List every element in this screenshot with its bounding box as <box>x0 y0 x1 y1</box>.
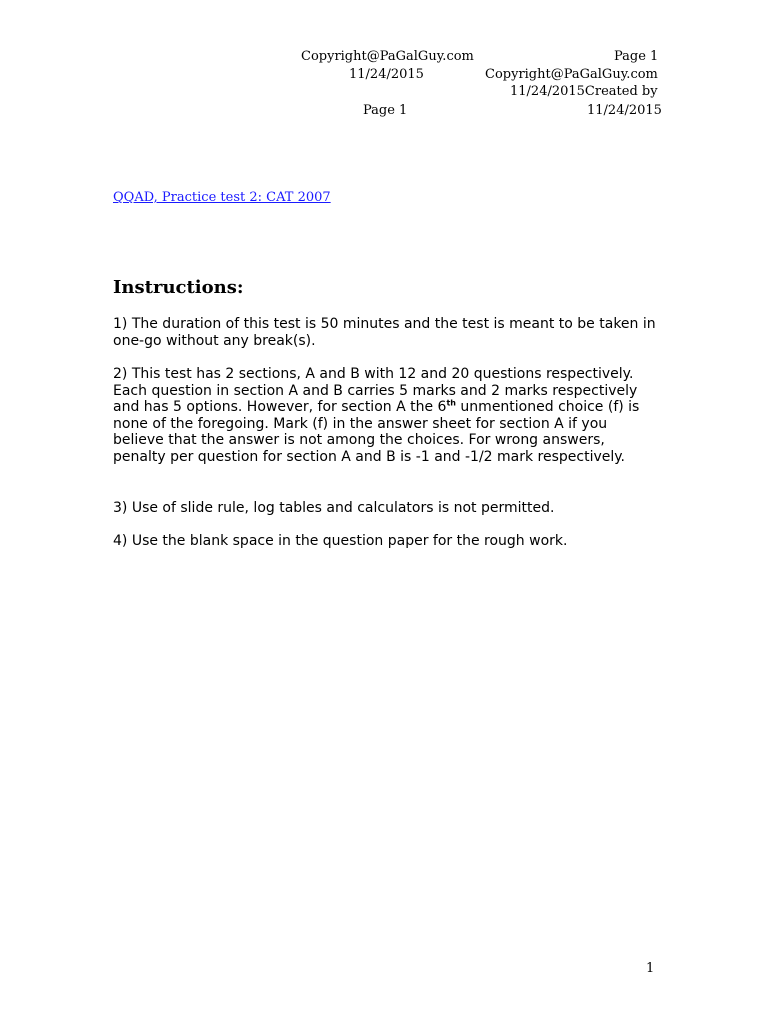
instruction-2-text-a: 2) This test has 2 sections, A and B with 12 and 20 questions respectively. Each question in section A and B carries 5 marks and 2 marks respectively and has 5 options. However, for section A the 6 <box>113 366 638 415</box>
header-page-label: Page 1 <box>614 49 659 64</box>
instructions-heading: Instructions: <box>113 277 244 298</box>
instruction-2-text-b: unmentioned choice (f) is none of the foregoing. Mark (f) in the answer sheet for section A if you believe that the answer is not among the choices. For wrong answers, penalty per question for section A and B is -1 and -1/2 mark respectively. <box>113 399 640 465</box>
instruction-3: 3) Use of slide rule, log tables and calculators is not permitted. <box>113 500 555 516</box>
test-title-link[interactable]: QQAD, Practice test 2: CAT 2007 <box>113 190 331 205</box>
header-date-created-by: 11/24/2015Created by <box>510 84 658 99</box>
header-copyright: Copyright@PaGalGuy.com <box>301 49 474 64</box>
header-copyright-repeat: Copyright@PaGalGuy.com <box>485 67 658 82</box>
instruction-2 <box>113 366 658 465</box>
ordinal-superscript: th <box>446 398 456 408</box>
instruction-1: 1) The duration of this test is 50 minutes and the test is meant to be taken in one-go without any break(s). <box>113 316 656 349</box>
instruction-4: 4) Use the blank space in the question paper for the rough work. <box>113 533 568 549</box>
header-date-repeat: 11/24/2015 <box>587 103 662 118</box>
page-number: 1 <box>646 961 655 976</box>
header-page-label-repeat: Page 1 <box>363 103 408 118</box>
header-date: 11/24/2015 <box>349 67 424 82</box>
